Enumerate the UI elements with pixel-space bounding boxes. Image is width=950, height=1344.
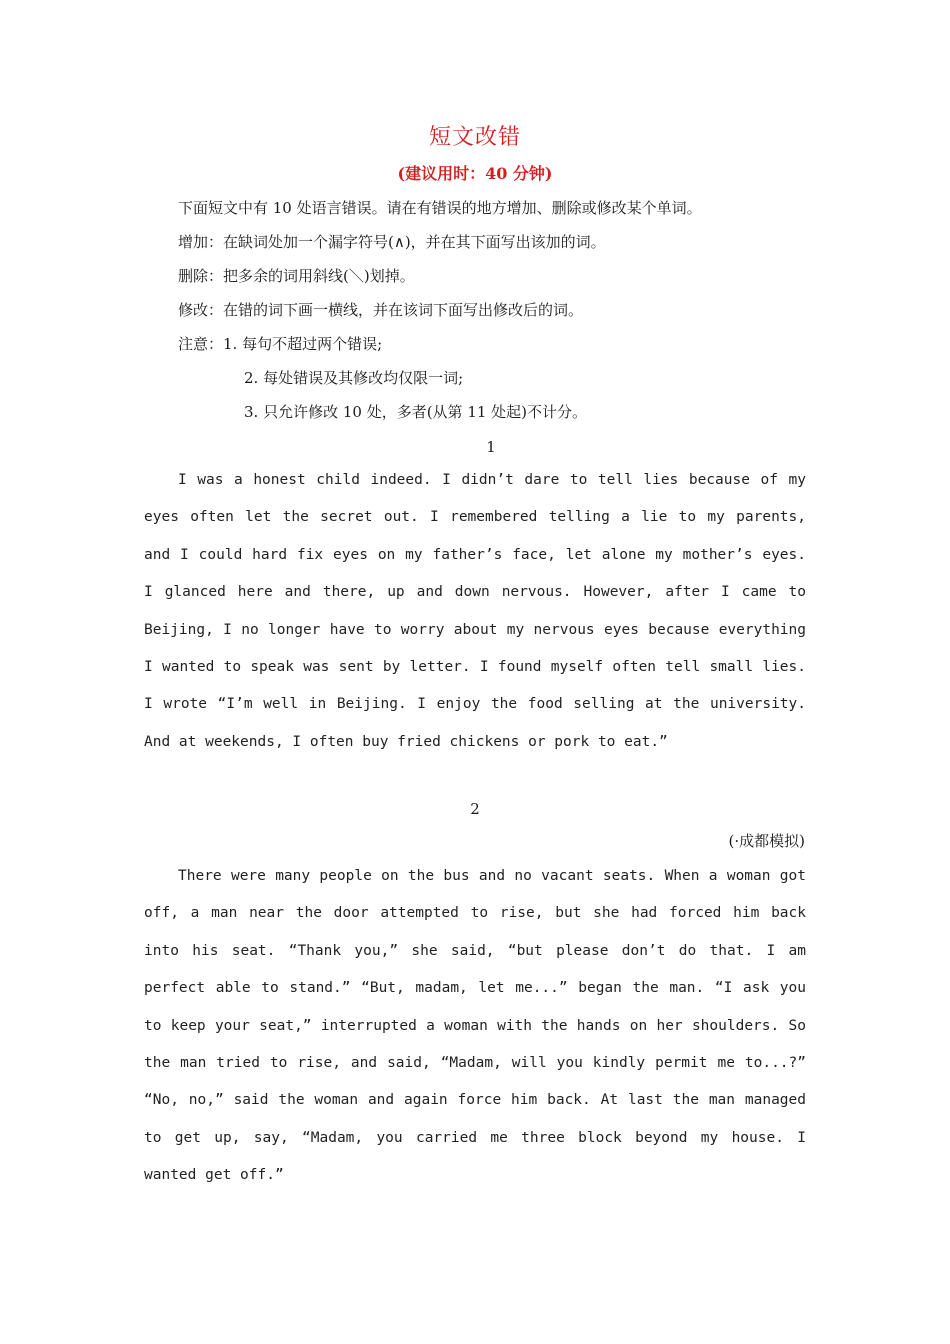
instruction-modify: 修改：在错的词下画一横线，并在该词下面写出修改后的词。: [178, 301, 584, 319]
note-3: 3. 只允许修改 10 处，多者(从第 11 处起)不计分。: [244, 403, 588, 421]
suggested-time: (建议用时：40 分钟): [397, 164, 553, 183]
passage-2-source: (·成都模拟): [728, 832, 805, 850]
instruction-intro: 下面短文中有 10 处语言错误。请在有错误的地方增加、删除或修改某个单词。: [178, 199, 702, 217]
passage-2-text: There were many people on the bus and no vacant seats. When a woman got off, a man near the door attempted to rise, but she had forced him back into his seat. “Thank you,” she said, “but please don’t do that. I am perfect able to stand.” “But, madam, let me...” began the man. “I ask you to keep your seat,” interrupted a woman with the hands on her shoulders. So the man tried to rise, and said, “Madam, will you kindly permit me to...?” “No, no,” said the woman and again force him back. At last the man managed to get up, say, “Madam, you carried me three block beyond my house. I wanted get off.”: [144, 868, 806, 1184]
note-2: 2. 每处错误及其修改均仅限一词;: [244, 369, 464, 387]
note-1: 注意：1. 每句不超过两个错误;: [178, 335, 383, 353]
page-title: 短文改错: [428, 125, 521, 150]
passage-1-number: 1: [486, 438, 496, 456]
passage-1-text: I was a honest child indeed. I didn’t dare to tell lies because of my eyes often let the secret out. I remembered telling a lie to my parents, and I could hard fix eyes on my father’s face, let alone my mother’s eyes. I glanced here and there, up and down nervous. However, after I came to Beijing, I no longer have to worry about my nervous eyes because everything I wanted to speak was sent by letter. I found myself often tell small lies. I wrote “I’m well in Beijing. I enjoy the food selling at the university. And at weekends, I often buy fried chickens or pork to eat.”: [144, 472, 806, 750]
passage-2-number: 2: [470, 800, 480, 818]
instruction-add: 增加：在缺词处加一个漏字符号(∧)，并在其下面写出该加的词。: [178, 233, 606, 251]
instruction-delete: 删除：把多余的词用斜线(＼)划掉。: [178, 267, 415, 285]
